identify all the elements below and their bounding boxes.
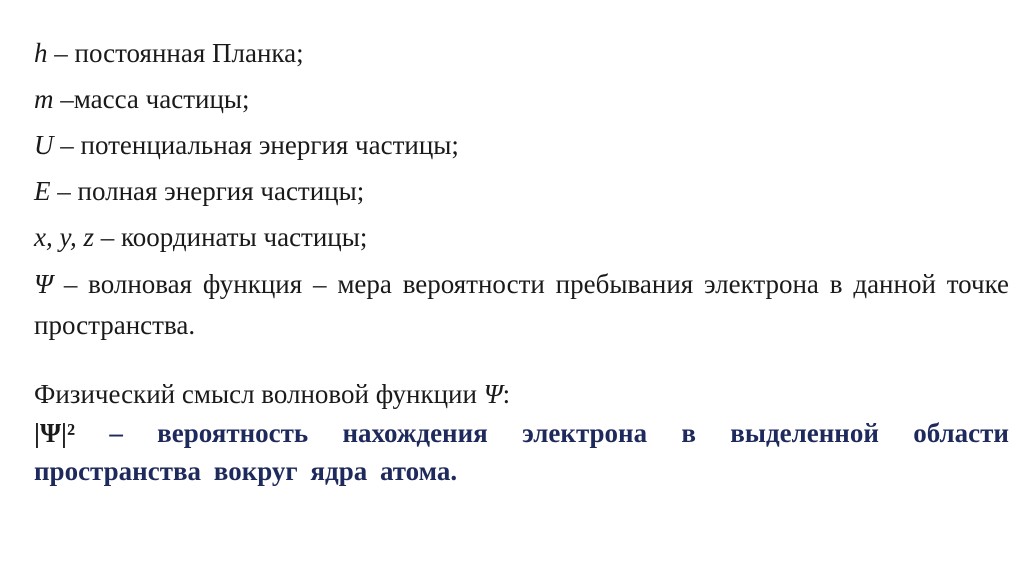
definition-m [34, 76, 1009, 122]
symbol-xyz: x, y, z [34, 222, 94, 252]
definition-e [34, 168, 1009, 214]
definition-xyz-text: – координаты частицы; [94, 222, 368, 252]
physical-sense-psi-symbol: Ψ [483, 379, 503, 409]
definition-psi [34, 264, 1009, 346]
definition-xyz [34, 214, 1009, 260]
physical-sense-heading [34, 374, 1009, 414]
symbol-h: h [34, 38, 48, 68]
slide-content [34, 30, 1009, 490]
definition-u [34, 122, 1009, 168]
definition-e-text: – полная энергия частицы; [50, 176, 365, 206]
physical-sense-colon: : [502, 379, 511, 409]
symbol-psi: Ψ [34, 269, 53, 299]
definition-psi-text: – волновая функция – мера вероятности пребывания электрона в данной точке пространства. [34, 269, 1009, 340]
symbol-u: U [34, 130, 54, 160]
psi-meaning [34, 414, 1009, 490]
symbol-m: m [34, 84, 54, 114]
definition-h-text: – постоянная Планка; [47, 38, 304, 68]
psi-meaning-text: – вероятность нахождения электрона в выделенной области пространства вокруг ядра атома. [34, 418, 1009, 486]
definition-u-text: – потенциальная энергия частицы; [53, 130, 459, 160]
definition-h [34, 30, 1009, 76]
symbol-e: E [34, 176, 51, 206]
psi-squared-formula: |Ψ|² [34, 418, 76, 448]
physical-sense-label: Физический смысл волновой функции [34, 379, 484, 409]
definition-m-text: –масса частицы; [53, 84, 250, 114]
spacer [34, 346, 1009, 374]
